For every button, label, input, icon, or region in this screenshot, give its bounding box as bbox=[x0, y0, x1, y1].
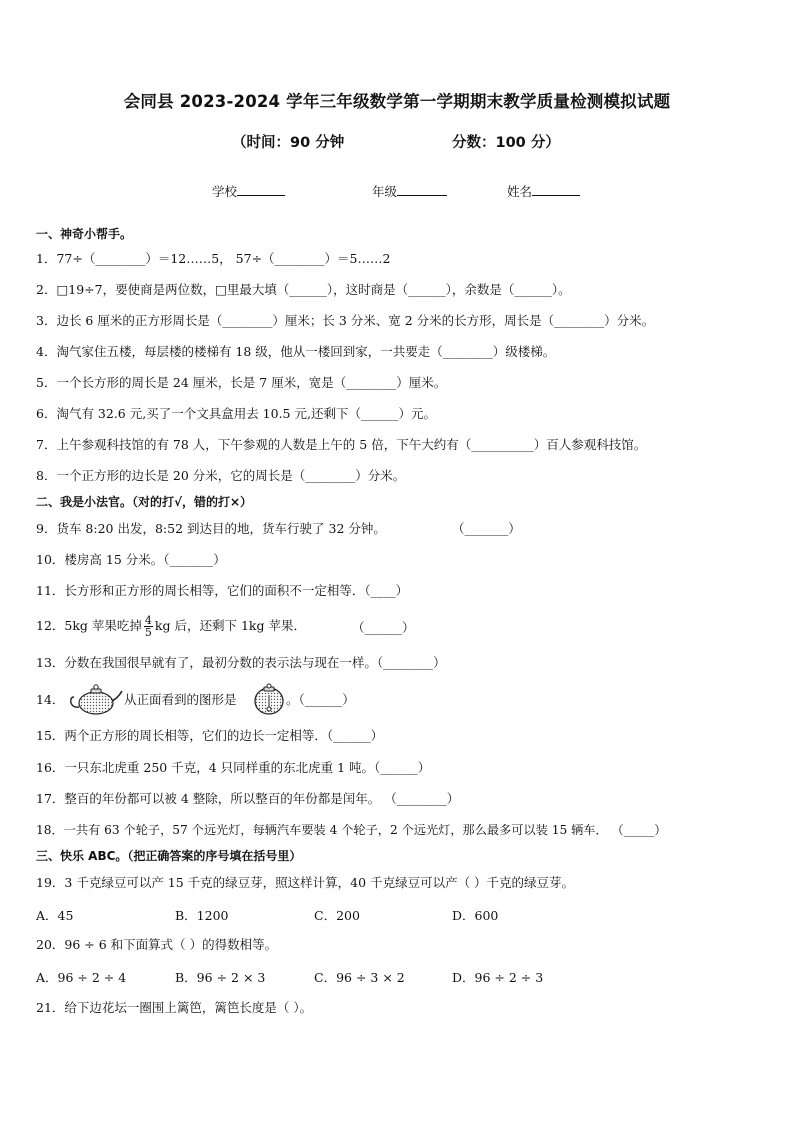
q19-option-a[interactable]: A．45 bbox=[36, 908, 74, 923]
q20-option-c[interactable]: C．96 ÷ 3 × 2 bbox=[314, 970, 405, 985]
section3-heading: 三、快乐 ABC。（把正确答案的序号填在括号里） bbox=[36, 849, 302, 863]
fraction-four-fifths bbox=[144, 615, 153, 638]
time-label: （时间：90 分钟 bbox=[232, 135, 345, 151]
q20-option-a[interactable]: A．96 ÷ 2 ÷ 4 bbox=[36, 970, 127, 985]
question-3: 3．边长 6 厘米的正方形周长是（________）厘米；长 3 分米、宽 2 分米的长方形，周长是（________）分米。 bbox=[36, 313, 655, 328]
q19-option-c[interactable]: C．200 bbox=[314, 908, 360, 923]
question-16: 16．一只东北虎重 250 千克，4 只同样重的东北虎重 1 吨。（______） bbox=[36, 760, 431, 775]
q19-option-d[interactable]: D．600 bbox=[452, 908, 499, 923]
question-17: 17．整百的年份都可以被 4 整除，所以整百的年份都是闰年。 （________） bbox=[36, 791, 460, 806]
school-field bbox=[212, 182, 285, 200]
question-15: 15．两个正方形的周长相等，它们的边长一定相等．（______） bbox=[36, 728, 384, 743]
question-20: 20．96 ÷ 6 和下面算式（ ）的得数相等。 bbox=[36, 937, 278, 952]
q19-option-b[interactable]: B．1200 bbox=[175, 908, 229, 923]
q20-option-d[interactable]: D．96 ÷ 2 ÷ 3 bbox=[452, 970, 544, 985]
question-21: 21．给下边花坛一圈围上篱笆，篱笆长度是（ ）。 bbox=[36, 1000, 313, 1015]
school-line[interactable] bbox=[237, 183, 285, 196]
question-13: 13．分数在我国很早就有了，最初分数的表示法与现在一样。（________） bbox=[36, 655, 446, 670]
question-7: 7．上午参观科技馆的有 78 人，下午参观的人数是上午的 5 倍，下午大约有（__________）百人参观科技馆。 bbox=[36, 437, 647, 452]
question-14-blank[interactable]: 。（______） bbox=[286, 692, 355, 707]
teapot-side-view-icon bbox=[68, 683, 124, 717]
question-12-blank[interactable]: （______） bbox=[352, 620, 415, 635]
question-12 bbox=[36, 612, 306, 640]
question-9: 9．货车 8:20 出发，8:52 到达目的地，货车行驶了 32 分钟。 bbox=[36, 521, 386, 536]
q20-option-b[interactable]: B．96 ÷ 2 × 3 bbox=[175, 970, 266, 985]
grade-label: 年级 bbox=[372, 184, 398, 199]
question-19: 19．3 千克绿豆可以产 15 千克的绿豆芽，照这样计算，40 千克绿豆可以产（ ）千克的绿豆芽。 bbox=[36, 875, 575, 890]
section1-heading: 一、神奇小帮手。 bbox=[36, 227, 133, 241]
name-label: 姓名 bbox=[507, 184, 533, 199]
question-12-part1: 12．5kg 苹果吃掉 bbox=[36, 618, 142, 633]
school-label: 学校 bbox=[212, 184, 238, 199]
question-1: 1．77÷（________）＝12……5， 57÷（________）＝5……2 bbox=[36, 251, 391, 266]
question-4: 4．淘气家住五楼，每层楼的楼梯有 18 级，他从一楼回到家，一共要走（________）级楼梯。 bbox=[36, 344, 556, 359]
question-2: 2．□19÷7，要使商是两位数，□里最大填（______），这时商是（______），余数是（______）。 bbox=[36, 282, 571, 297]
exam-title: 会同县 2023-2024 学年三年级数学第一学期期末教学质量检测模拟试题 bbox=[123, 92, 671, 111]
question-5: 5．一个长方形的周长是 24 厘米，长是 7 厘米，宽是（________）厘米。 bbox=[36, 375, 447, 390]
question-9-blank[interactable]: （_______） bbox=[452, 521, 521, 536]
question-18: 18．一共有 63 个轮子，57 个远光灯，每辆汽车要装 4 个轮子，2 个远光灯，那么最多可以装 15 辆车． （_____） bbox=[36, 823, 667, 837]
question-14-number: 14． bbox=[36, 692, 65, 707]
grade-field bbox=[372, 182, 447, 200]
fraction-numerator: 4 bbox=[144, 614, 152, 627]
question-8: 8．一个正方形的边长是 20 分米，它的周长是（________）分米。 bbox=[36, 468, 406, 483]
question-6: 6．淘气有 32.6 元,买了一个文具盒用去 10.5 元,还剩下（______）元。 bbox=[36, 406, 436, 421]
name-field bbox=[507, 182, 580, 200]
section2-heading: 二、我是小法官。（对的打√，错的打×） bbox=[36, 495, 253, 509]
name-line[interactable] bbox=[532, 183, 580, 196]
teapot-front-view-icon bbox=[252, 683, 286, 717]
question-14-text: 从正面看到的图形是 bbox=[124, 692, 237, 707]
score-label: 分数：100 分） bbox=[452, 135, 560, 151]
fraction-denominator: 5 bbox=[144, 626, 152, 639]
question-11: 11．长方形和正方形的周长相等，它们的面积不一定相等．（____） bbox=[36, 583, 409, 598]
question-10: 10．楼房高 15 分米。（_______） bbox=[36, 552, 226, 567]
question-12-part2: kg 后，还剩下 1kg 苹果． bbox=[154, 618, 306, 633]
grade-line[interactable] bbox=[397, 183, 447, 196]
